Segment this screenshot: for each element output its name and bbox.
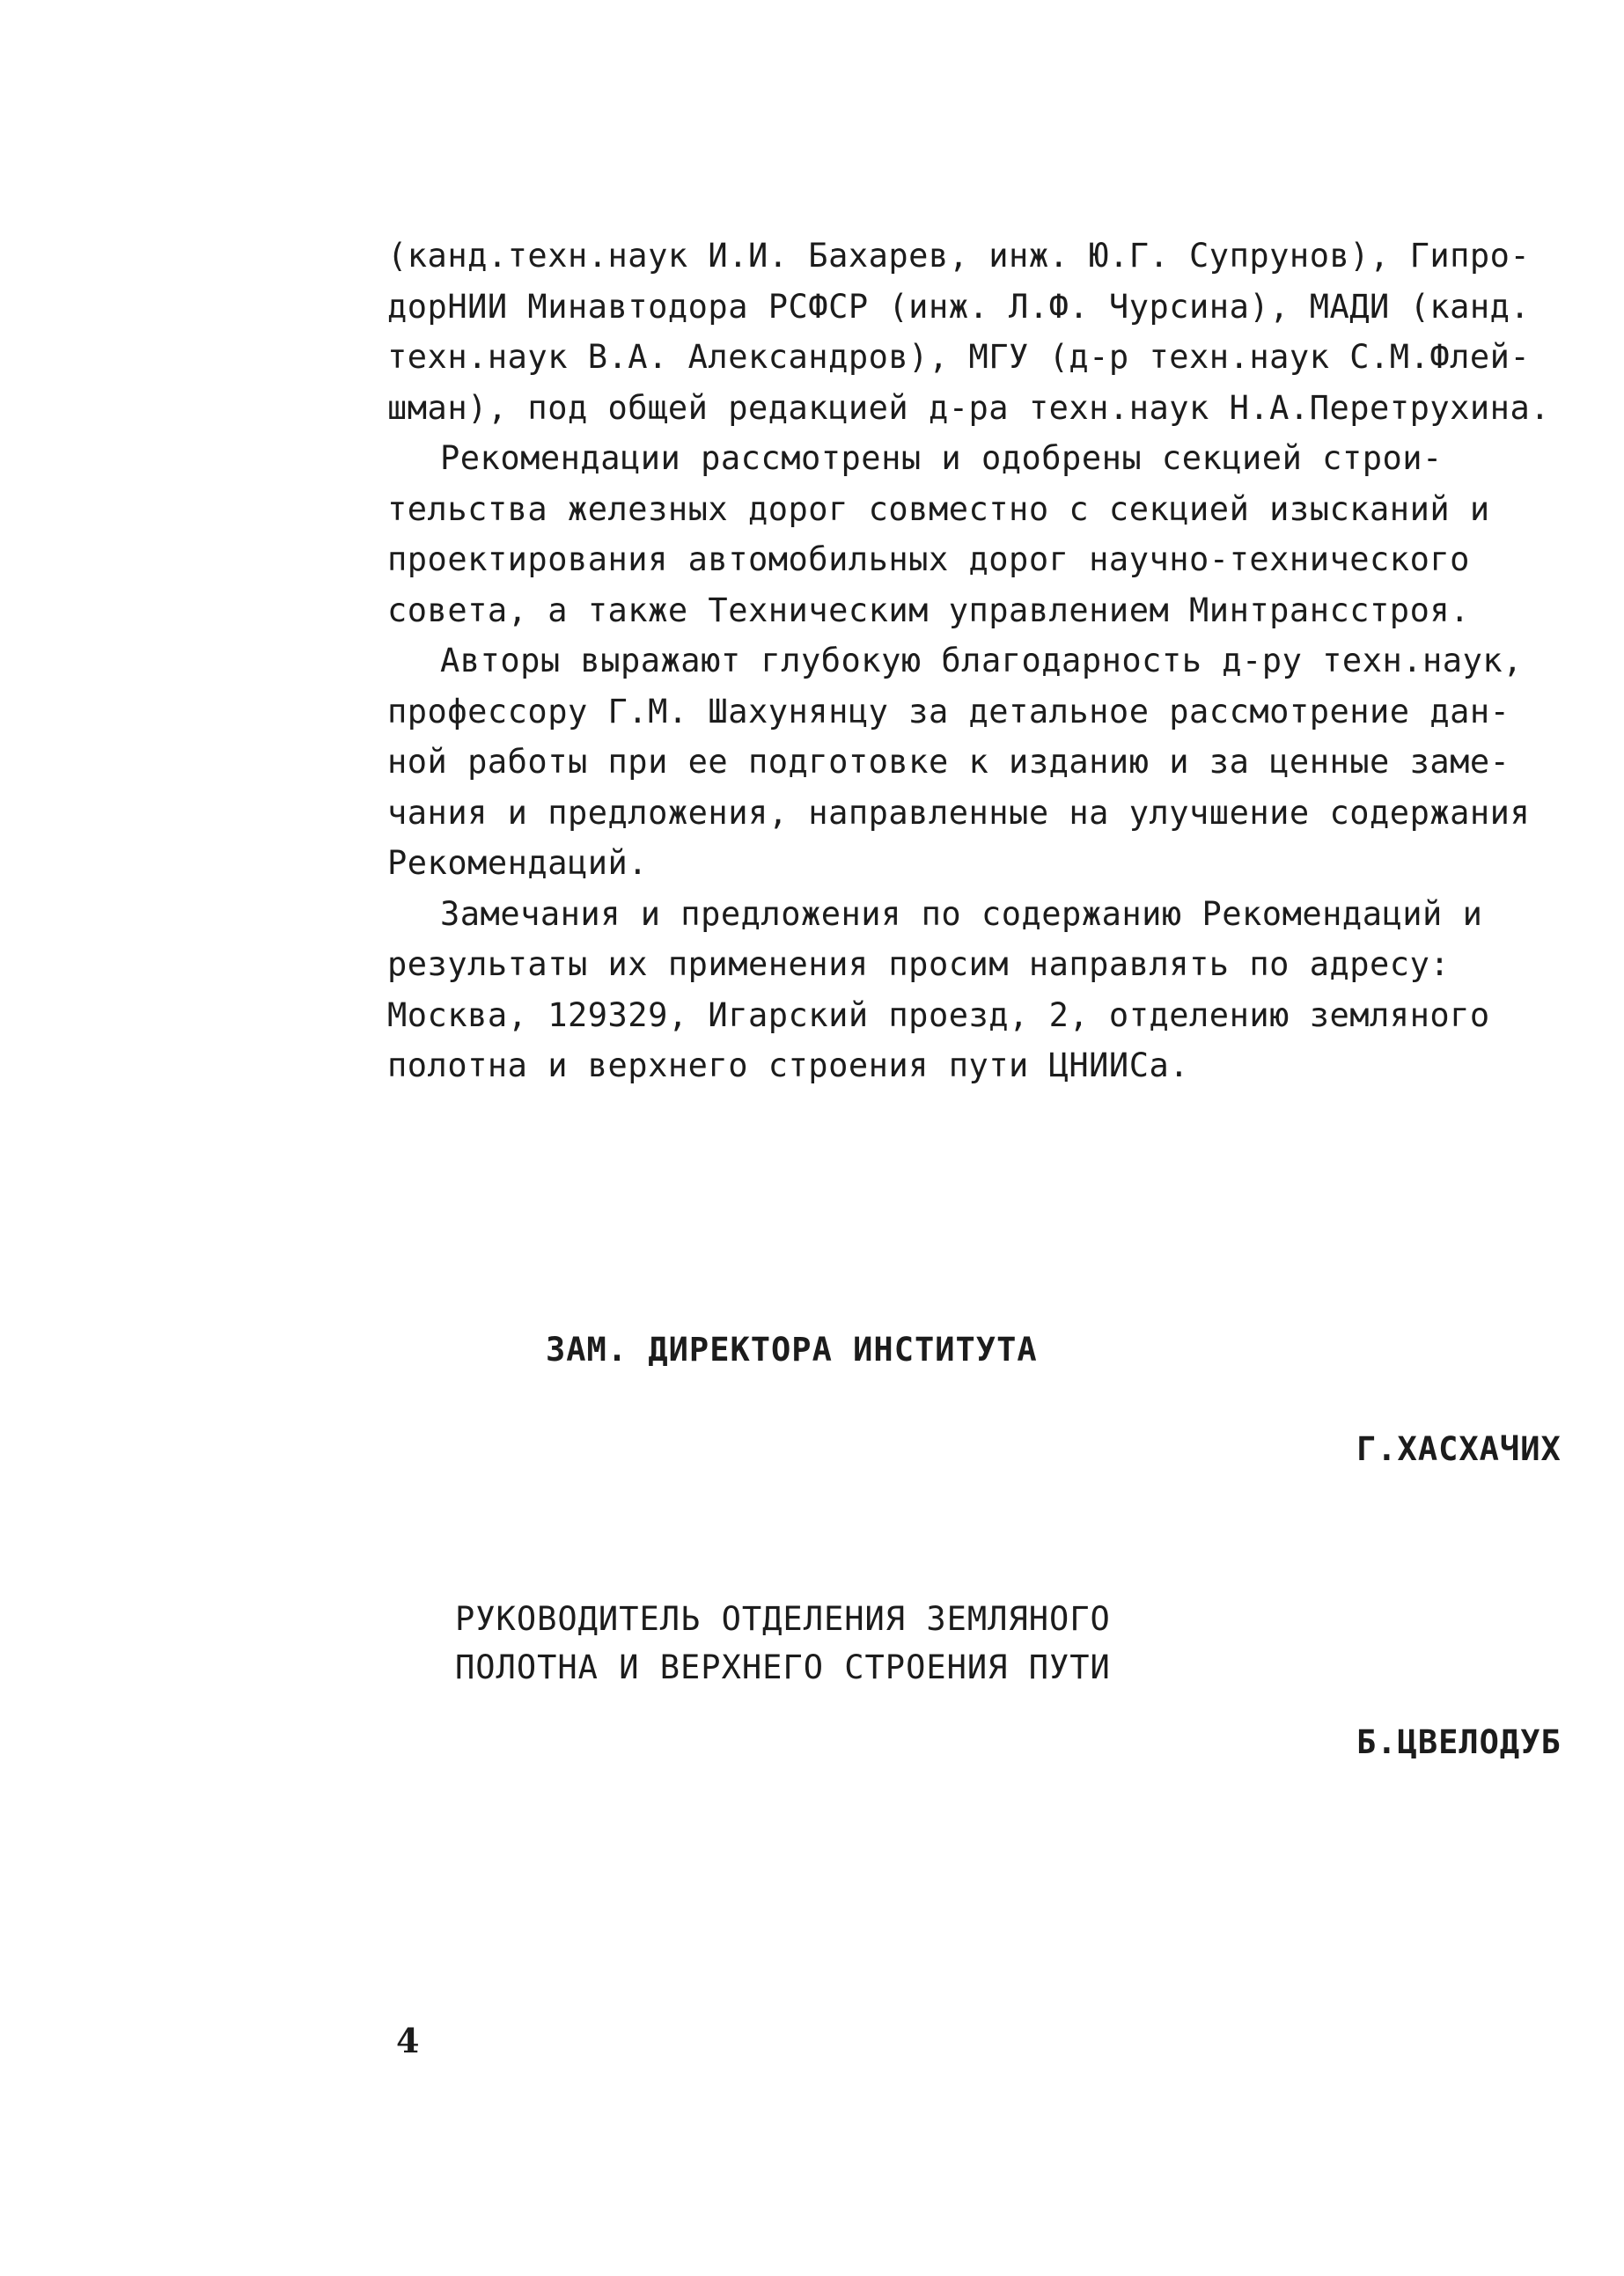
- paragraph-start-line: Замечания и предложения по содержанию Рекомендаций и: [440, 894, 1483, 933]
- deputy-director-name: Г.ХАСХАЧИХ: [1356, 1430, 1562, 1468]
- text-line: шман), под общей редакцией д-ра техн.наук Н.А.Перетрухина.: [387, 388, 1551, 427]
- body-text: [387, 231, 1549, 1091]
- department-head-title-line1: РУКОВОДИТЕЛЬ ОТДЕЛЕНИЯ ЗЕМЛЯНОГО: [455, 1600, 1111, 1638]
- department-head-title-line2: ПОЛОТНА И ВЕРХНЕГО СТРОЕНИЯ ПУТИ: [455, 1648, 1111, 1686]
- text-line: результаты их применения просим направлять по адресу:: [387, 945, 1451, 983]
- text-line: (канд.техн.наук И.И. Бахарев, инж. Ю.Г. Супрунов), Гипро-: [387, 237, 1531, 275]
- text-line: совета, а также Техническим управлением Минтрансстроя.: [387, 591, 1470, 629]
- department-head-name: Б.ЦВЕЛОДУБ: [1356, 1723, 1562, 1761]
- text-line: тельства железных дорог совместно с секцией изысканий и: [387, 489, 1490, 528]
- text-line: Москва, 129329, Игарский проезд, 2, отделению земляного: [387, 995, 1490, 1034]
- text-line: дорНИИ Минавтодора РСФСР (инж. Л.Ф. Чурсина), МАДИ (канд.: [387, 287, 1531, 326]
- text-line: техн.наук В.А. Александров), МГУ (д-р техн.наук С.М.Флей-: [387, 338, 1531, 376]
- text-line: профессору Г.М. Шахунянцу за детальное рассмотрение дан-: [387, 692, 1510, 731]
- text-line: полотна и верхнего строения пути ЦНИИСа.: [387, 1046, 1190, 1084]
- text-line: Рекомендаций.: [387, 844, 649, 882]
- paragraph-start-line: Авторы выражают глубокую благодарность д-ру техн.наук,: [440, 642, 1523, 679]
- paragraph-start-line: Рекомендации рассмотрены и одобрены секцией строи-: [440, 439, 1443, 477]
- deputy-director-title: ЗАМ. ДИРЕКТОРА ИНСТИТУТА: [546, 1331, 1038, 1369]
- text-line: чания и предложения, направленные на улучшение содержания: [387, 793, 1531, 832]
- text-line: ной работы при ее подготовке к изданию и за ценные заме-: [387, 743, 1510, 781]
- page-number: 4: [396, 2021, 420, 2060]
- text-line: проектирования автомобильных дорог научно-технического: [387, 540, 1470, 578]
